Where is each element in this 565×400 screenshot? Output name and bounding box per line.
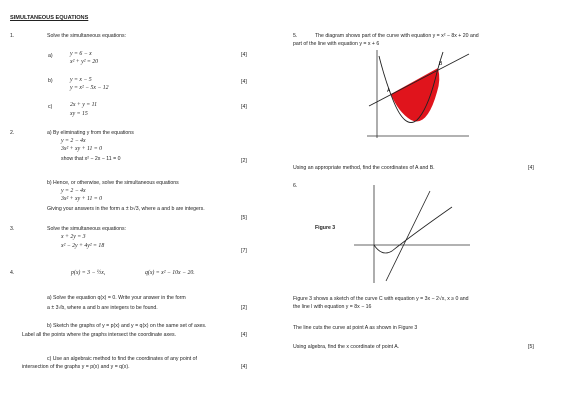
q1-number: 1. xyxy=(10,33,15,39)
q4-p: p(x) = 3 − ½x, xyxy=(71,270,106,276)
q5-line1: The diagram shows part of the curve with equation y = x² − 8x + 20 and xyxy=(315,33,479,39)
q6-line4: Using algebra, find the x coordinate of point A. xyxy=(293,344,400,350)
page-title: SIMULTANEOUS EQUATIONS xyxy=(10,15,89,21)
q1a-label: a) xyxy=(48,53,53,59)
q1a-marks: [4] xyxy=(241,52,247,58)
q4c-marks: [4] xyxy=(241,364,247,370)
q3-eq2: x² − 2y + 4y² = 18 xyxy=(61,243,105,249)
q1b-marks: [4] xyxy=(241,79,247,85)
q1c-eq1: 2x + y = 11 xyxy=(70,102,98,108)
q4a-line2: a ± 3√b, where a and b are integers to be found. xyxy=(47,305,158,311)
q4-number: 4. xyxy=(10,270,15,276)
q5-find: Using an appropriate method, find the coordinates of A and B. xyxy=(293,165,435,171)
q6-number: 6. xyxy=(293,183,298,189)
q6-marks: [5] xyxy=(528,344,534,350)
q4b-marks: [4] xyxy=(241,332,247,338)
q4a-marks: [2] xyxy=(241,305,247,311)
q3-eq1: x + 2y = 3 xyxy=(61,234,86,240)
q4c-line1: c) Use an algebraic method to find the coordinates of any point of xyxy=(47,356,197,362)
curve-c xyxy=(374,207,452,253)
q1c-label: c) xyxy=(48,104,53,110)
q1a-eq1: y = 6 − x xyxy=(70,51,92,57)
figure-3-label: Figure 3 xyxy=(315,225,336,231)
point-b-label: B xyxy=(439,61,443,67)
q2b-marks: [5] xyxy=(241,215,247,221)
q1-prompt: Solve the simultaneous equations: xyxy=(47,33,127,39)
q2b-eq1: y = 2 − 4x xyxy=(61,188,86,194)
q4c-line2: intersection of the graphs y = p(x) and y = q(x). xyxy=(22,364,130,370)
q4a-line1: a) Solve the equation q(x) = 0. Write your answer in the form xyxy=(47,295,186,301)
q2a-intro: a) By eliminating y from the equations xyxy=(47,130,134,136)
q5-number: 5. xyxy=(293,33,298,39)
q2a-show: show that x² − 2x − 11 = 0 xyxy=(61,156,121,162)
q4-q: q(x) = x² − 10x − 20. xyxy=(145,270,195,276)
q3-number: 3. xyxy=(10,226,15,232)
q2a-eq2: 3x² + xy + 11 = 0 xyxy=(61,146,103,152)
q2b-eq2: 3x² + xy + 11 = 0 xyxy=(61,196,103,202)
q1b-eq1: y = x − 5 xyxy=(70,77,92,83)
q2a-marks: [2] xyxy=(241,158,247,164)
q1b-eq2: y = x² − 5x − 12 xyxy=(70,85,109,91)
q2b-give: Giving your answers in the form a ± b√3, where a and b are integers. xyxy=(47,206,205,212)
q5-marks: [4] xyxy=(528,165,534,171)
shaded-region xyxy=(391,68,439,121)
q6-figure xyxy=(352,185,472,285)
q1b-label: b) xyxy=(48,78,53,84)
line-l xyxy=(386,191,430,281)
q3-marks: [7] xyxy=(241,248,247,254)
q5-line2: part of the line with equation y = x + 6 xyxy=(293,41,380,47)
q4b-line1: b) Sketch the graphs of y = p(x) and y = q(x) on the same set of axes. xyxy=(47,323,207,329)
point-a-label: A xyxy=(387,88,391,94)
q5-diagram xyxy=(365,50,475,145)
q6-line2: the line l with equation y = 8x − 16 xyxy=(293,304,372,310)
q1a-eq2: x² + y² = 20 xyxy=(70,59,99,65)
q2-number: 2. xyxy=(10,130,15,136)
q4b-line2: Label all the points where the graphs intersect the coordinate axes. xyxy=(22,332,176,338)
q6-line3: The line cuts the curve at point A as shown in Figure 3 xyxy=(293,325,418,331)
q1c-eq2: xy = 15 xyxy=(70,111,88,117)
q2a-eq1: y = 2 − 4x xyxy=(61,138,86,144)
q3-prompt: Solve the simultaneous equations: xyxy=(47,226,127,232)
q1c-marks: [4] xyxy=(241,104,247,110)
q2b-intro: b) Hence, or otherwise, solve the simultaneous equations xyxy=(47,180,179,186)
q6-line1: Figure 3 shows a sketch of the curve C with equation y = 3x − 2√x, x ≥ 0 and xyxy=(293,296,469,302)
